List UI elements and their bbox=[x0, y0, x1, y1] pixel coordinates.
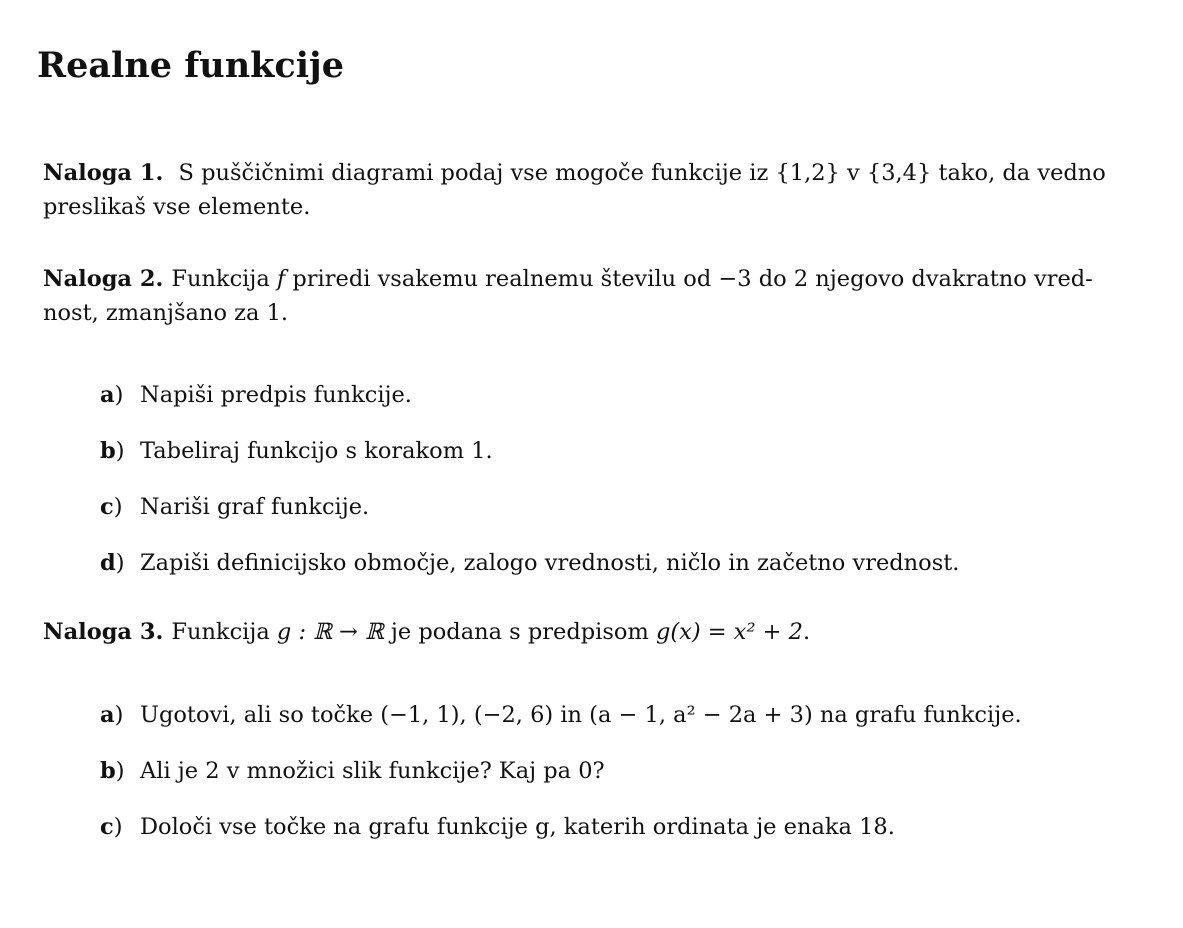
task-2 bbox=[43, 262, 1123, 330]
task-2-item-d bbox=[100, 546, 959, 580]
task-2-label: Naloga 2. bbox=[43, 266, 164, 292]
page-title: Realne funkcije bbox=[37, 45, 344, 86]
task-2-item-b bbox=[100, 434, 493, 468]
item-label: d) bbox=[100, 550, 125, 576]
item-label: a) bbox=[100, 702, 124, 728]
task-1-label: Naloga 1. bbox=[43, 160, 164, 186]
task-2-text-before: Funkcija bbox=[171, 266, 277, 292]
task-1-text: S puščičnimi diagrami podaj vse mogoče funkcije iz {1,2} v {3,4} tako, da vedno preslikaš vse elemente. bbox=[43, 160, 1106, 220]
item-text: Tabeliraj funkcijo s korakom 1. bbox=[140, 438, 493, 464]
item-text: Nariši graf funkcije. bbox=[140, 494, 370, 520]
task-3-item-b bbox=[100, 754, 605, 788]
task-3-text-middle: je podana s predpisom bbox=[383, 619, 656, 645]
task-2-symbol: f bbox=[276, 266, 286, 292]
task-3-math-rule: g(x) = x² + 2 bbox=[655, 619, 803, 645]
task-3-text-before: Funkcija bbox=[171, 619, 277, 645]
item-label: b) bbox=[100, 438, 125, 464]
item-label: c) bbox=[100, 814, 123, 840]
item-text: Napiši predpis funkcije. bbox=[140, 382, 412, 408]
task-3-math-map: g : ℝ → ℝ bbox=[276, 619, 384, 645]
item-label: b) bbox=[100, 758, 125, 784]
task-2-item-c bbox=[100, 490, 369, 524]
task-3-item-a bbox=[100, 698, 1022, 732]
item-text: Zapiši definicijsko območje, zalogo vrednosti, ničlo in začetno vrednost. bbox=[140, 550, 960, 576]
item-label: c) bbox=[100, 494, 123, 520]
item-label: a) bbox=[100, 382, 124, 408]
task-2-text-after: priredi vsakemu realnemu številu od −3 do 2 njegovo dvakratno vred-nost, zmanjšano za 1. bbox=[43, 266, 1093, 326]
task-3-text-after: . bbox=[802, 619, 811, 645]
task-2-item-a bbox=[100, 378, 412, 412]
task-3 bbox=[43, 615, 1123, 649]
task-1 bbox=[43, 156, 1123, 224]
item-text: Ali je 2 v množici slik funkcije? Kaj pa 0? bbox=[140, 758, 605, 784]
item-text: Ugotovi, ali so točke (−1, 1), (−2, 6) in (a − 1, a² − 2a + 3) na grafu funkcije. bbox=[140, 702, 1022, 728]
item-text: Določi vse točke na grafu funkcije g, katerih ordinata je enaka 18. bbox=[140, 814, 895, 840]
task-3-item-c bbox=[100, 810, 895, 844]
task-3-label: Naloga 3. bbox=[43, 619, 164, 645]
